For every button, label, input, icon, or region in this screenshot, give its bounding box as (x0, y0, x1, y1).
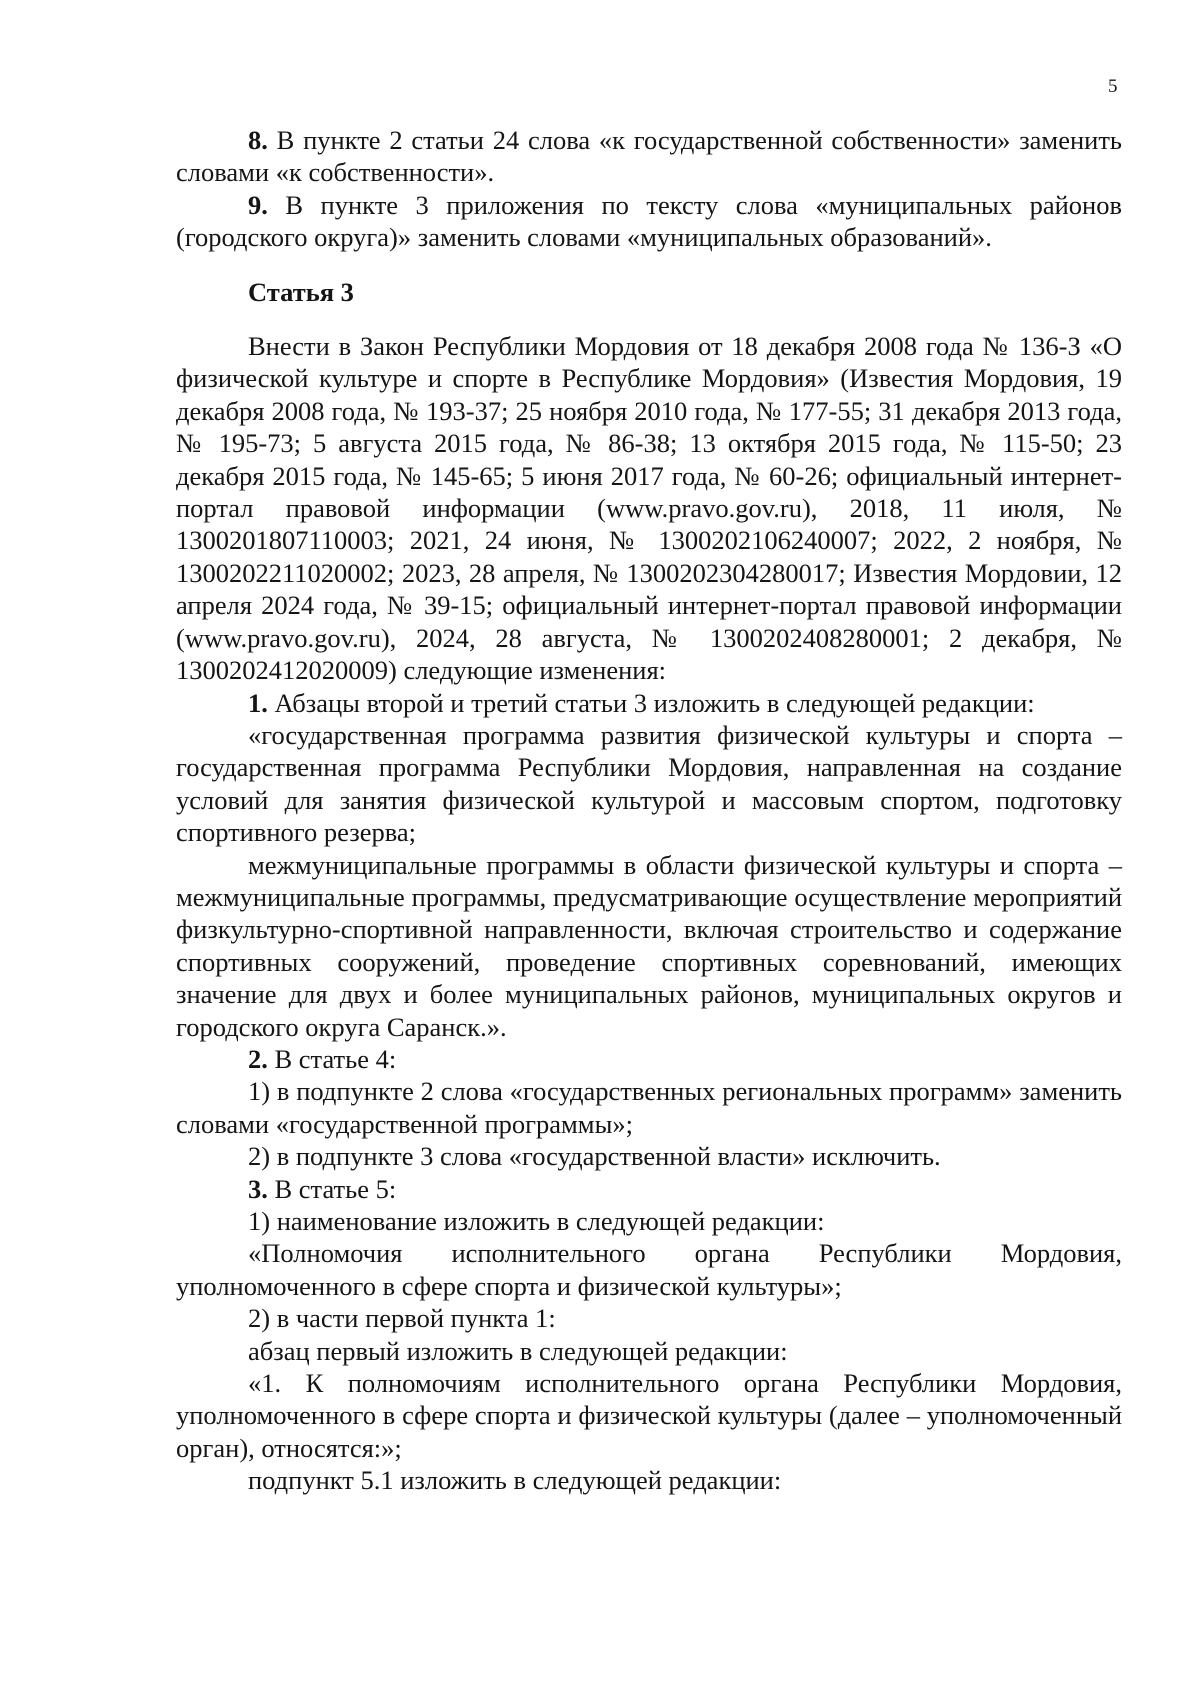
point-3-number: 3. (248, 1173, 268, 1204)
point-3-sub-2-a: абзац первый изложить в следующей редакции: (248, 1335, 788, 1366)
point-2-text: В статье 4: (267, 1043, 397, 1074)
point-3-quote-1: «Полномочия исполнительного органа Республики Мордовия, уполномоченного в сфере спорта и физической культуры»; (176, 1238, 1122, 1301)
point-2-paragraph (176, 1043, 1122, 1075)
point-2-sub-1: 1) в подпункте 2 слова «государственных региональных программ» заменить словами «государственной программы»; (176, 1076, 1122, 1139)
item-8-paragraph (176, 124, 1122, 189)
point-3-sub-2: 2) в части первой пункта 1: (248, 1303, 556, 1334)
point-1-number: 1. (248, 687, 268, 718)
quote-1-paragraph: «государственная программа развития физической культуры и спорта – государственная программа Республики Мордовия, направленная на создание условий для занятия физической культурой и массовым спортом, подготовку спортивного резерва; (176, 719, 1122, 848)
quote-2-paragraph: межмуниципальные программы в области физической культуры и спорта – межмуниципальные программы, предусматривающие осуществление мероприятий физкультурно-спортивной направленности, включая строительство и содержание спортивных сооружений, проведение спортивных соревнований, имеющих значение для двух и более муниципальных районов, муниципальных округов и городского округа Саранск.». (176, 849, 1122, 1042)
point-2-number: 2. (248, 1043, 268, 1074)
point-3-sub-2-b: подпункт 5.1 изложить в следующей редакции: (248, 1465, 782, 1496)
item-9-number: 9. (248, 189, 268, 220)
article-heading: Статья 3 (248, 276, 354, 307)
point-3-paragraph (176, 1173, 1122, 1205)
point-3-quote-2: «1. К полномочиям исполнительного органа Республики Мордовия, уполномоченного в сфере спорта и физической культуры (далее – уполномоченный орган), относятся:»; (176, 1368, 1122, 1463)
point-1-paragraph (176, 687, 1122, 719)
point-2-sub-2: 2) в подпункте 3 слова «государственной власти» исключить. (248, 1141, 941, 1172)
document-body (176, 124, 1122, 1497)
point-1-text: Абзацы второй и третий статьи 3 изложить в следующей редакции: (267, 687, 1035, 718)
page-number: 5 (1108, 76, 1118, 97)
item-9-text: В пункте 3 приложения по тексту слова «муниципальных районов (городского округа)» заменить словами «муниципальных образований». (176, 189, 1122, 253)
item-8-text: В пункте 2 статьи 24 слова «к государственной собственности» заменить словами «к собственности». (176, 125, 1122, 188)
item-8-number: 8. (248, 125, 268, 155)
point-3-sub-1: 1) наименование изложить в следующей редакции: (248, 1206, 825, 1236)
point-3-text: В статье 5: (267, 1173, 397, 1204)
intro-paragraph: Внести в Закон Республики Мордовия от 18 декабря 2008 года № 136-З «О физической культуре и спорте в Республике Мордовия» (Известия Мордовия, 19 декабря 2008 года, № 193-37; 25 ноября 2010 года, № 177-55; 31 декабря 2013 года, № 195-73; 5 августа 2015 года, № 86-38; 13 октября 2015 года, № 115-50; 23 декабря 2015 года, № 145-65; 5 июня 2017 года, № 60-26; официальный интернет-портал правовой информации (www.pravo.gov.ru), 2018, 11 июля, № 1300201807110003; 2021, 24 июня, № 1300202106240007; 2022, 2 ноября, № 1300202211020002; 2023, 28 апреля, № 1300202304280017; Известия Мордовии, 12 апреля 2024 года, № 39-15; официальный интернет-портал правовой информации (www.pravo.gov.ru), 2024, 28 августа, № 1300202408280001; 2 декабря, № 1300202412020009) следующие изменения: (176, 331, 1122, 686)
item-9-paragraph (176, 189, 1122, 254)
